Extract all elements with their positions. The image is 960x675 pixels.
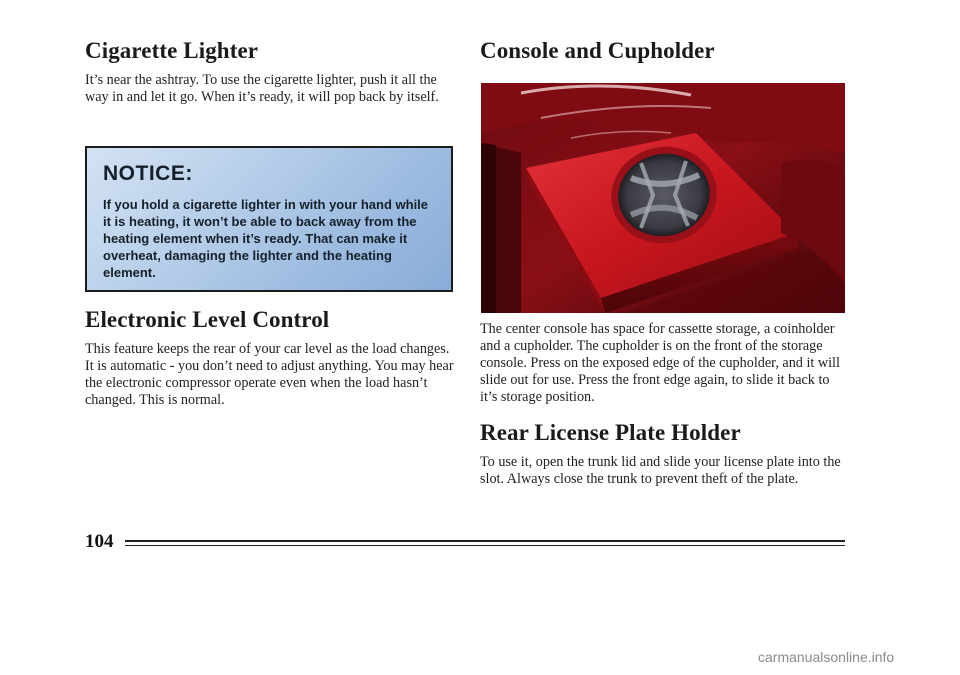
heading-rear-license-plate-holder: Rear License Plate Holder <box>480 420 741 445</box>
text-electronic-level-control: This feature keeps the rear of your car level as the load changes. It is automatic - you don’t need to adjust anything. You may hear the electronic compressor operate even when the load hasn’t changed. This is normal. <box>85 341 454 408</box>
notice-title: NOTICE: <box>103 162 193 185</box>
heading-console-cupholder: Console and Cupholder <box>480 38 715 63</box>
section-cigarette-lighter <box>85 38 455 106</box>
text-rear-license-plate-holder: To use it, open the trunk lid and slide your license plate into the slot. Always close the trunk to prevent theft of the plate. <box>480 454 841 487</box>
notice-text: If you hold a cigarette lighter in with your hand while it is heating, it won’t be able to back away from the heating element when it’s ready. That can make it overheat, damaging the lighter and the heating element. <box>103 197 429 280</box>
section-console-cupholder <box>480 38 850 488</box>
heading-electronic-level-control: Electronic Level Control <box>85 307 330 332</box>
notice-box <box>85 146 453 292</box>
watermark: carmanualsonline.info <box>758 649 895 665</box>
text-cigarette-lighter: It’s near the ashtray. To use the cigarette lighter, push it all the way in and let it go. When it’s ready, it will pop back by itself. <box>85 72 439 105</box>
cupholder-photo <box>481 83 845 313</box>
page-footer <box>85 531 845 555</box>
text-console-cupholder: The center console has space for cassette storage, a coinholder and a cupholder. The cupholder is on the front of the storage console. Press on the exposed edge of the cupholder, and it will slide out for use. Press the front edge again, to slide it back to it’s storage position. <box>480 321 840 405</box>
page-number: 104 <box>85 531 114 552</box>
heading-cigarette-lighter: Cigarette Lighter <box>85 38 259 63</box>
section-rear-license-plate-holder <box>480 420 850 488</box>
footer-rule-bottom <box>125 545 845 546</box>
section-electronic-level-control <box>85 307 455 409</box>
footer-rule-top <box>125 540 845 542</box>
